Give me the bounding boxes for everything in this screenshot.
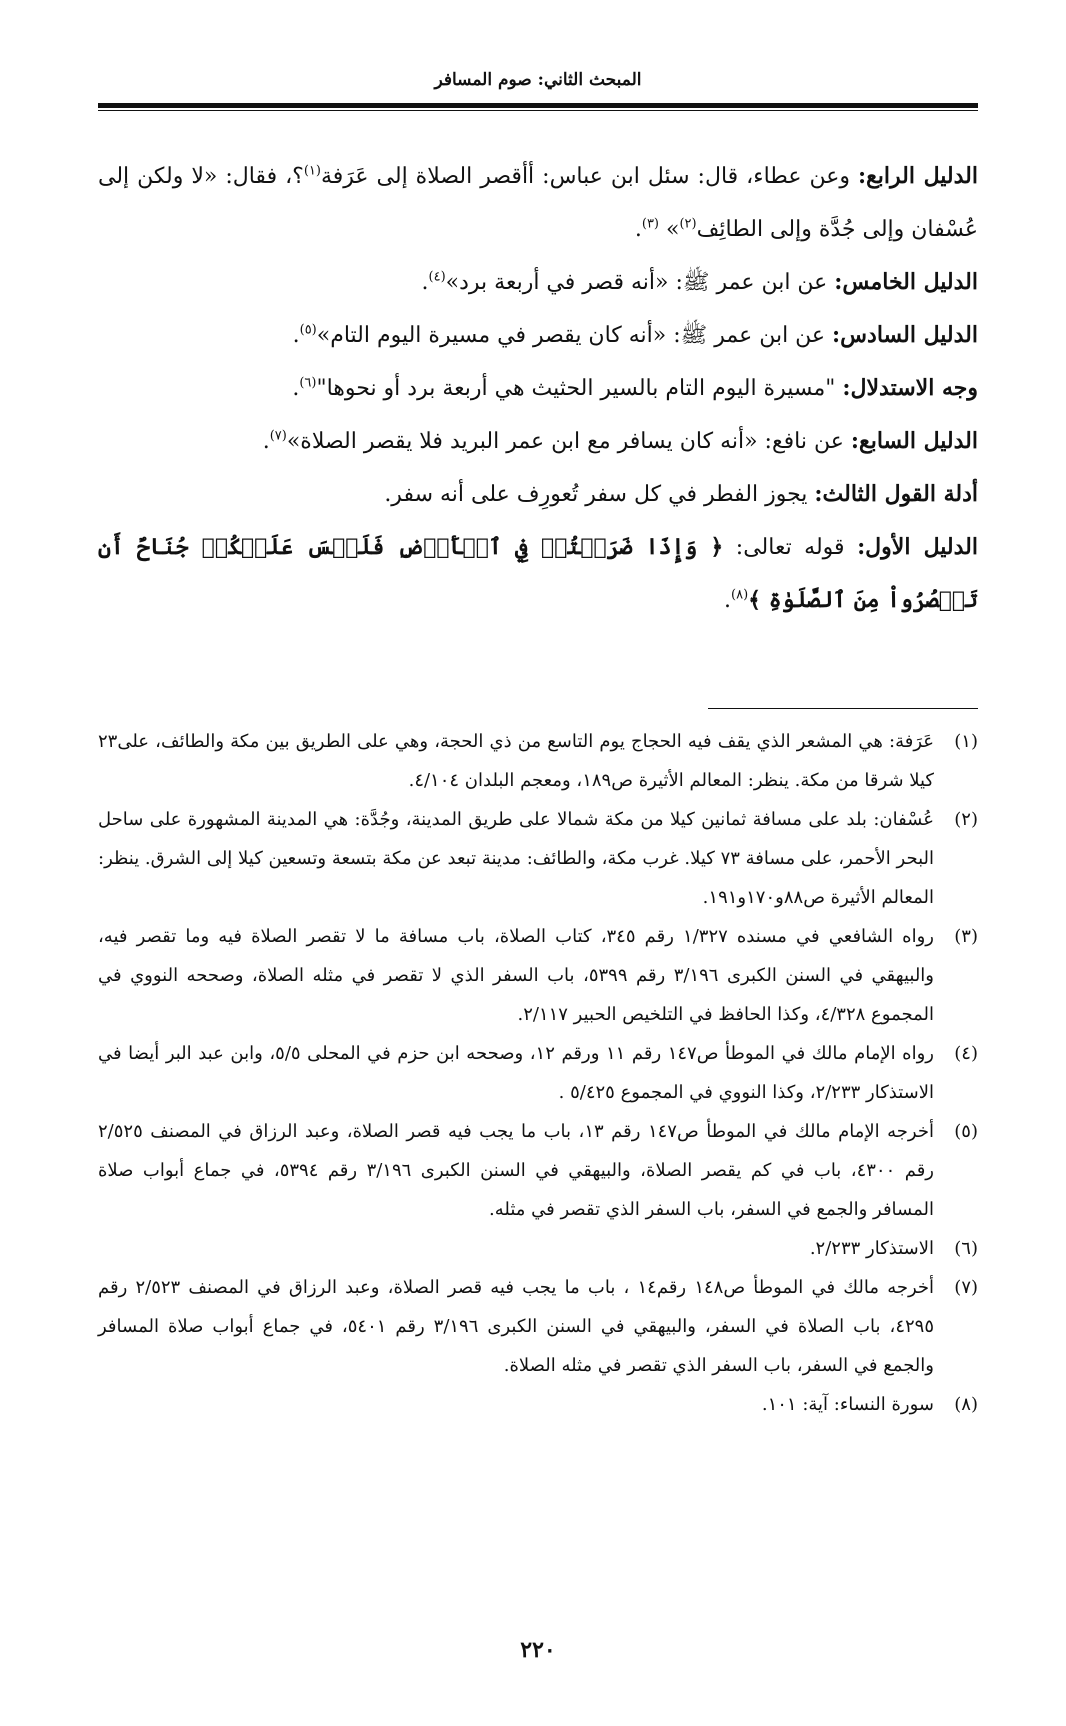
footnote-text: أخرجه مالك في الموطأ ص١٤٨ رقم١٤ ، باب ما يجب فيه قصر الصلاة، وعبد الرزاق في المصنف ٢/٥٢٣ رقم ٤٢٩٥، باب الصلاة في السفر، والبيهقي في السنن الكبرى ٣/١٩٦ رقم ٥٤٠١، في جماع أبواب صلاة المسافر والجمع في السفر، باب السفر الذي تقصر في مثله الصلاة.: [98, 1277, 935, 1376]
evidence-label: أدلة القول الثالث:: [814, 481, 978, 507]
footnote: [98, 1385, 978, 1424]
footnotes: [98, 722, 978, 1424]
footnote-text: أخرجه الإمام مالك في الموطأ ص١٤٧ رقم ١٣، باب ما يجب فيه قصر الصلاة، وعبد الرزاق في المصنف ٢/٥٢٥ رقم ٤٣٠٠، باب في كم يقصر الصلاة، والبيهقي في السنن الكبرى ٣/١٩٦ رقم ٥٣٩٤، في جماع أبواب صلاة المسافر والجمع في السفر، باب السفر الذي تقصر في مثله.: [98, 1121, 934, 1220]
footnote-text: سورة النساء: آية: ١٠١.: [761, 1394, 934, 1415]
evidence-label: الدليل السادس:: [832, 322, 978, 348]
footnote-number: (٢): [954, 809, 978, 830]
paragraph-text: "مسيرة اليوم التام بالسير الحثيث هي أربعة برد أو نحوها": [316, 376, 843, 401]
footnote: [98, 1034, 978, 1112]
paragraph-text: »: [659, 217, 680, 242]
footnote-ref[interactable]: (٤): [428, 269, 446, 285]
footnote-number: (٧): [954, 1277, 979, 1298]
header-rule-thin: [98, 110, 978, 111]
footnote-number: (٤): [954, 1043, 978, 1064]
footnote: [98, 917, 978, 1034]
footnote-text: عَرَفة: هي المشعر الذي يقف فيه الحجاج يوم التاسع من ذي الحجة، وهي على الطريق بين مكة والطائف، على٢٣ كيلا شرقا من مكة. ينظر: المعالم الأثيرة ص١٨٩، ومعجم البلدان ٤/١٠٤.: [98, 731, 934, 791]
page-number: ٢٢٠: [520, 1637, 556, 1663]
footnote-ref[interactable]: (٧): [269, 428, 287, 444]
footnote-number: (٨): [954, 1394, 978, 1415]
header-rule: [98, 103, 978, 108]
paragraph-evidence-1: [98, 521, 978, 627]
paragraph-text: .: [421, 270, 429, 295]
paragraph-text: .: [724, 588, 731, 613]
paragraph-inference: [98, 362, 978, 415]
paragraph-text: .: [634, 217, 642, 242]
footnote-number: (٣): [954, 926, 978, 947]
evidence-label: الدليل الخامس:: [834, 269, 978, 295]
paragraph-text: يجوز الفطر في كل سفر تُعورِف على أنه سفر.: [384, 482, 815, 507]
paragraph-evidence-7: [98, 415, 978, 468]
footnote-number: (١): [954, 731, 978, 752]
footnote-number: (٦): [954, 1238, 978, 1259]
running-header: المبحث الثاني: صوم المسافر: [434, 70, 642, 90]
paragraph-third-opinion: [98, 468, 978, 521]
footnote-ref[interactable]: (٦): [299, 375, 317, 391]
footnote-ref[interactable]: (٨): [731, 587, 749, 603]
footnote-ref[interactable]: (٣): [641, 216, 659, 232]
paragraph-evidence-5: [98, 256, 978, 309]
evidence-label: الدليل السابع:: [850, 428, 978, 454]
paragraph-text: .: [262, 429, 270, 454]
paragraph-evidence-4: [98, 150, 978, 256]
footnote-ref[interactable]: (١): [303, 163, 321, 179]
footnote-text: الاستذكار ٢/٢٣٣.: [809, 1238, 934, 1259]
footnote-ref[interactable]: (٥): [299, 322, 317, 338]
quran-verse: ﴿ وَإِذَا ضَرَبۡتُمۡ فِي ٱلۡأَرۡضِ فَلَيۡسَ عَلَيۡكُمۡ جُنَاحٌ أَن تَقۡصُرُواْ مِنَ ٱلصَّلَوٰةِ ﴾: [98, 534, 978, 613]
footnote: [98, 722, 978, 800]
paragraph-text: عن نافع: «أنه كان يسافر مع ابن عمر البريد فلا يقصر الصلاة»: [286, 429, 851, 454]
evidence-label: الدليل الرابع:: [857, 163, 978, 189]
footnote: [98, 1112, 978, 1229]
footnote-text: رواه الشافعي في مسنده ١/٣٢٧ رقم ٣٤٥، كتاب الصلاة، باب مسافة ما لا تقصر الصلاة فيه وما تقصر فيه، والبيهقي في السنن الكبرى ٣/١٩٦ رقم ٥٣٩٩، باب السفر الذي لا تقصر في مثله الصلاة، وصححه النووي في المجموع ٤/٣٢٨، وكذا الحافظ في التلخيص الحبير ٢/١١٧.: [98, 926, 934, 1025]
paragraph-text: قوله تعالى:: [723, 535, 858, 560]
footnote-separator: [708, 708, 978, 709]
paragraph-text: عن ابن عمر ﷺ: «أنه كان يقصر في مسيرة اليوم التام»: [316, 323, 833, 348]
evidence-label: الدليل الأول:: [857, 534, 978, 560]
evidence-label: وجه الاستدلال:: [842, 375, 978, 401]
paragraph-evidence-6: [98, 309, 978, 362]
paragraph-text: وعن عطاء، قال: سئل ابن عباس: أأقصر الصلاة إلى عَرَفة: [320, 164, 858, 189]
paragraph-text: عن ابن عمر ﷺ: «أنه قصر في أربعة برد»: [445, 270, 835, 295]
paragraph-text: ؟، فقال: «لا ولكن إلى عُسْفان وإلى جُدَّة وإلى الطائِف: [98, 164, 978, 242]
footnote: [98, 1268, 978, 1385]
paragraph-text: .: [292, 376, 300, 401]
footnote: [98, 1229, 978, 1268]
footnote-text: رواه الإمام مالك في الموطأ ص١٤٧ رقم ١١ ورقم ١٢، وصححه ابن حزم في المحلى ٥/٥، وابن عبد البر أيضا في الاستذكار ٢/٢٣٣، وكذا النووي في المجموع ٥/٤٢٥ .: [98, 1043, 934, 1103]
footnote: [98, 800, 978, 917]
paragraph-text: .: [292, 323, 300, 348]
footnote-text: عُسْفان: بلد على مسافة ثمانين كيلا من مكة شمالا على طريق المدينة، وجُدَّة: هي المدينة المشهورة على ساحل البحر الأحمر، على مسافة ٧٣ كيلا. غرب مكة، والطائف: مدينة تبعد عن مكة بتسعة وتسعين كيلا إلى الشرق. ينظر: المعالم الأثيرة ص٨٨و١٧٠و١٩١.: [98, 809, 934, 908]
main-text: [98, 150, 978, 627]
footnote-ref[interactable]: (٢): [679, 216, 697, 232]
footnote-number: (٥): [954, 1121, 978, 1142]
